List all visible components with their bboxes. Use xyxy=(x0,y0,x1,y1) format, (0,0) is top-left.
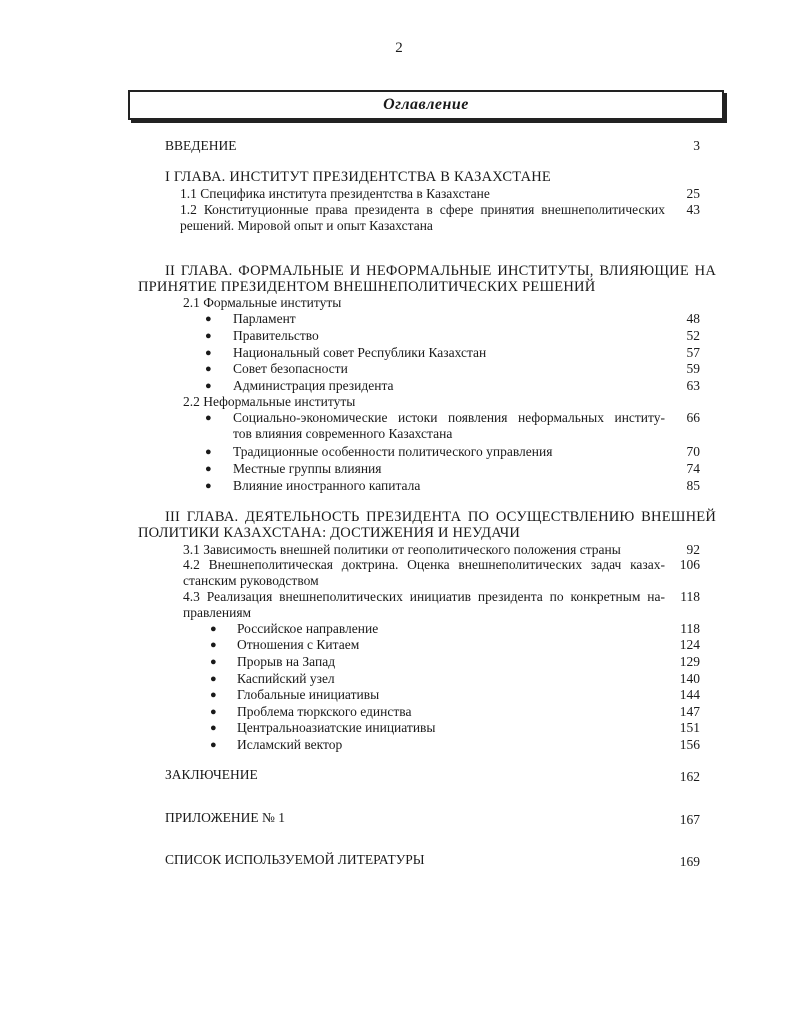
toc-intro-label: ВВЕДЕНИЕ xyxy=(165,138,237,153)
chapter2-s1-item: Национальный совет Республики Казахстан xyxy=(233,345,487,360)
chapter3-s3-item-page: 144 xyxy=(679,687,700,702)
bullet-icon: ● xyxy=(205,313,212,325)
chapter2-s1-item: Совет безопасности xyxy=(233,361,348,376)
chapter2-s2-item: Влияние иностранного капитала xyxy=(233,478,421,493)
chapter2-section2-label: 2.2 Неформальные институты xyxy=(183,394,356,409)
chapter3-s3-item: Каспийский узел xyxy=(237,671,335,686)
toc-references-label: СПИСОК ИСПОЛЬЗУЕМОЙ ЛИТЕРАТУРЫ xyxy=(165,852,425,867)
chapter2-s2-item-page: 74 xyxy=(686,461,700,476)
toc-conclusion-page: 162 xyxy=(679,769,700,784)
chapter3-section1-page: 92 xyxy=(686,542,700,557)
toc-appendix-label: ПРИЛОЖЕНИЕ № 1 xyxy=(165,810,286,825)
bullet-icon: ● xyxy=(210,656,217,668)
chapter2-s2-item: Социально-экономические истоки появления неформальных институ- xyxy=(233,410,665,425)
chapter2-s1-item-page: 59 xyxy=(686,361,700,376)
chapter3-section3-label-cont: правлениям xyxy=(183,605,252,620)
bullet-icon: ● xyxy=(205,412,212,424)
chapter2-section1-label: 2.1 Формальные институты xyxy=(183,295,342,310)
bullet-icon: ● xyxy=(205,380,212,392)
chapter1-section2-page: 43 xyxy=(686,202,700,217)
chapter3-s3-item: Проблема тюркского единства xyxy=(237,704,412,719)
chapter1-title: I ГЛАВА. ИНСТИТУТ ПРЕЗИДЕНТСТВА В КАЗАХСТАНЕ xyxy=(165,169,551,185)
chapter3-section2-label: 4.2 Внешнеполитическая доктрина. Оценка внешнеполитических задач казах- xyxy=(183,557,665,572)
chapter2-s1-item-page: 63 xyxy=(686,378,700,393)
chapter2-s1-item-page: 48 xyxy=(686,311,700,326)
chapter2-s1-item: Администрация президента xyxy=(233,378,394,393)
chapter3-s3-item: Центральноазиатские инициативы xyxy=(237,720,436,735)
bullet-icon: ● xyxy=(210,673,217,685)
bullet-icon: ● xyxy=(205,480,212,492)
chapter2-s1-item-page: 52 xyxy=(686,328,700,343)
chapter2-s1-item-page: 57 xyxy=(686,345,700,360)
chapter3-s3-item: Прорыв на Запад xyxy=(237,654,336,669)
chapter3-s3-item-page: 147 xyxy=(679,704,700,719)
toc-intro-page: 3 xyxy=(693,138,700,153)
page-number: 2 xyxy=(395,40,403,56)
chapter2-title: II ГЛАВА. ФОРМАЛЬНЫЕ И НЕФОРМАЛЬНЫЕ ИНСТИТУТЫ, ВЛИЯЮЩИЕ НА xyxy=(165,263,716,279)
chapter2-s1-item: Парламент xyxy=(233,311,296,326)
bullet-icon: ● xyxy=(205,446,212,458)
chapter1-section2-label-cont: решений. Мировой опыт и опыт Казахстана xyxy=(180,218,433,233)
chapter3-title-cont: ПОЛИТИКИ КАЗАХСТАНА: ДОСТИЖЕНИЯ И НЕУДАЧИ xyxy=(138,525,521,541)
bullet-icon: ● xyxy=(210,739,217,751)
bullet-icon: ● xyxy=(210,689,217,701)
chapter2-s2-item-page: 85 xyxy=(686,478,700,493)
chapter2-title-cont: ПРИНЯТИЕ ПРЕЗИДЕНТОМ ВНЕШНЕПОЛИТИЧЕСКИХ РЕШЕНИЙ xyxy=(138,279,596,295)
bullet-icon: ● xyxy=(210,706,217,718)
bullet-icon: ● xyxy=(205,330,212,342)
chapter2-s2-item-cont: тов влияния современного Казахстана xyxy=(233,426,453,441)
chapter2-s2-item-page: 66 xyxy=(686,410,700,425)
chapter3-s3-item: Отношения с Китаем xyxy=(237,637,360,652)
chapter3-s3-item: Глобальные инициативы xyxy=(237,687,380,702)
toc-title: Оглавление xyxy=(383,96,469,113)
bullet-icon: ● xyxy=(205,463,212,475)
chapter3-s3-item: Российское направление xyxy=(237,621,379,636)
chapter3-section2-label-cont: станским руководством xyxy=(183,573,319,588)
toc-references-page: 169 xyxy=(679,854,700,869)
chapter3-s3-item-page: 140 xyxy=(679,671,700,686)
chapter3-section1-label: 3.1 Зависимость внешней политики от геополитического положения страны xyxy=(183,542,621,557)
chapter3-s3-item-page: 129 xyxy=(679,654,700,669)
bullet-icon: ● xyxy=(205,347,212,359)
chapter3-s3-item-page: 151 xyxy=(679,720,700,735)
toc-title-box xyxy=(128,90,724,120)
bullet-icon: ● xyxy=(210,722,217,734)
chapter3-section3-label: 4.3 Реализация внешнеполитических инициатив президента по конкретным на- xyxy=(183,589,665,604)
toc-appendix-page: 167 xyxy=(679,812,700,827)
chapter1-section1-label: 1.1 Специфика института президентства в Казахстане xyxy=(180,186,490,201)
chapter3-section3-page: 118 xyxy=(680,589,700,604)
chapter1-section2-label: 1.2 Конституционные права президента в сфере принятия внешнеполитических xyxy=(180,202,665,217)
chapter2-s2-item: Традиционные особенности политического управления xyxy=(233,444,553,459)
chapter1-section1-page: 25 xyxy=(686,186,700,201)
chapter2-s2-item: Местные группы влияния xyxy=(233,461,382,476)
chapter2-s2-item-page: 70 xyxy=(686,444,700,459)
chapter3-s3-item-page: 124 xyxy=(679,637,700,652)
chapter3-s3-item-page: 118 xyxy=(680,621,700,636)
chapter2-s1-item: Правительство xyxy=(233,328,319,343)
chapter3-section2-page: 106 xyxy=(679,557,700,572)
bullet-icon: ● xyxy=(210,639,217,651)
chapter3-title: III ГЛАВА. ДЕЯТЕЛЬНОСТЬ ПРЕЗИДЕНТА ПО ОСУЩЕСТВЛЕНИЮ ВНЕШНЕЙ xyxy=(165,509,716,525)
chapter3-s3-item-page: 156 xyxy=(679,737,700,752)
bullet-icon: ● xyxy=(205,363,212,375)
bullet-icon: ● xyxy=(210,623,217,635)
chapter3-s3-item: Исламский вектор xyxy=(237,737,343,752)
toc-conclusion-label: ЗАКЛЮЧЕНИЕ xyxy=(165,767,258,782)
